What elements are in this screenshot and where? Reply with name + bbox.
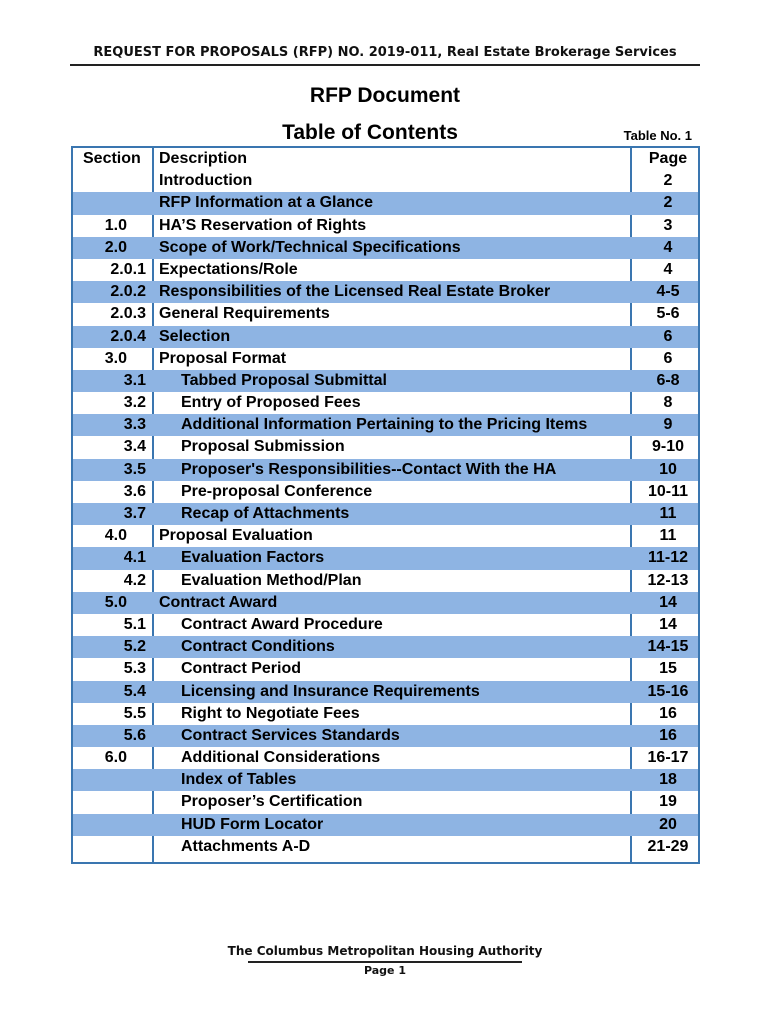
row-description: Responsibilities of the Licensed Real Estate Broker	[159, 283, 551, 301]
row-description: Tabbed Proposal Submittal	[181, 371, 387, 389]
toc-row	[73, 215, 698, 237]
row-page: 15-16	[647, 682, 689, 700]
row-section-number: 3.5	[123, 460, 146, 478]
row-page: 6	[663, 349, 673, 367]
row-page: 16	[659, 726, 677, 744]
toc-row	[73, 503, 698, 525]
toc-row	[73, 392, 698, 414]
toc-row	[73, 592, 698, 614]
row-page: 11-12	[647, 549, 689, 567]
row-description: General Requirements	[159, 305, 330, 323]
row-description: Additional Information Pertaining to the Pricing Items	[181, 416, 588, 434]
toc-row	[73, 414, 698, 436]
toc-row	[73, 281, 698, 303]
row-page: 16-17	[647, 749, 689, 767]
row-section-number: 5.3	[123, 660, 146, 678]
row-page: 11	[659, 527, 677, 545]
row-description: Proposer's Responsibilities--Contact With the HA	[181, 460, 557, 478]
row-description: Entry of Proposed Fees	[181, 394, 361, 412]
row-description: RFP Information at a Glance	[159, 194, 373, 212]
row-page: 15	[659, 660, 677, 678]
row-section-number: 3.7	[123, 505, 146, 522]
row-page: 3	[663, 216, 673, 234]
row-description: Introduction	[159, 172, 253, 190]
toc-rows	[73, 148, 698, 858]
toc-row	[73, 614, 698, 636]
toc-row	[73, 836, 698, 858]
row-description: Additional Considerations	[181, 749, 381, 767]
toc-row	[73, 459, 698, 481]
toc-row	[73, 525, 698, 547]
row-page: 20	[659, 815, 677, 833]
row-page: 10-11	[647, 482, 689, 500]
row-description: HUD Form Locator	[181, 815, 324, 833]
toc-row	[73, 237, 698, 259]
row-description: Contract Services Standards	[181, 726, 400, 744]
row-section-number: 3.3	[123, 416, 146, 434]
row-page: 12-13	[647, 571, 689, 589]
page-header: REQUEST FOR PROPOSALS (RFP) NO. 2019-011, Real Estate Brokerage Services	[93, 45, 677, 60]
toc-row	[73, 170, 698, 192]
toc-row	[73, 658, 698, 680]
row-description: Contract Conditions	[181, 638, 335, 656]
toc-row	[73, 636, 698, 658]
table-number: Table No. 1	[623, 128, 692, 143]
toc-row	[73, 791, 698, 813]
row-page: 14	[659, 593, 677, 611]
row-page: 5-6	[656, 305, 680, 323]
footer-rule	[248, 961, 522, 963]
document-title: RFP Document	[309, 84, 461, 107]
header-rule	[70, 64, 700, 66]
row-section-number: 2.0	[104, 238, 127, 256]
toc-row	[73, 681, 698, 703]
row-section-number: 2.0.4	[110, 327, 146, 345]
row-section-number: 5.6	[123, 726, 146, 744]
row-page: 4	[663, 260, 673, 278]
row-page: 4	[663, 238, 673, 256]
row-description: Expectations/Role	[159, 260, 298, 278]
row-section-number: 3.1	[123, 371, 146, 389]
row-description: Right to Negotiate Fees	[181, 704, 360, 722]
row-description: Contract Award	[159, 593, 278, 611]
row-page: 14-15	[647, 638, 689, 656]
row-section-number: 2.0.3	[110, 305, 146, 323]
row-section-number: 2.0.1	[110, 260, 146, 278]
row-page: 8	[663, 394, 673, 412]
row-page: 9	[663, 416, 673, 434]
toc-row	[73, 703, 698, 725]
row-page: 14	[659, 615, 677, 633]
toc-row	[73, 570, 698, 592]
row-description: Proposer’s Certification	[181, 793, 363, 811]
toc-row	[73, 348, 698, 370]
toc-title: Table of Contents	[282, 121, 458, 144]
toc-table	[71, 146, 700, 864]
toc-row	[73, 481, 698, 503]
section-column-header: Section	[83, 150, 141, 167]
toc-row	[73, 436, 698, 458]
row-description: Index of Tables	[181, 771, 297, 789]
table-header-row	[73, 148, 698, 170]
row-page: 21-29	[647, 837, 689, 855]
toc-row	[73, 303, 698, 325]
row-section-number: 5.4	[123, 682, 146, 700]
footer-organization: The Columbus Metropolitan Housing Authority	[227, 944, 543, 958]
description-column-header: Description	[159, 150, 248, 167]
page-column-header: Page	[648, 150, 688, 167]
row-page: 11	[659, 505, 677, 522]
toc-row	[73, 547, 698, 569]
row-page: 16	[659, 704, 677, 722]
toc-row	[73, 814, 698, 836]
row-page: 6-8	[656, 371, 680, 389]
row-page: 19	[659, 793, 677, 811]
row-page: 6	[663, 327, 673, 345]
row-page: 2	[663, 172, 673, 190]
row-section-number: 4.0	[104, 527, 127, 545]
toc-row	[73, 725, 698, 747]
row-page: 4-5	[656, 283, 680, 301]
row-section-number: 3.6	[123, 482, 146, 500]
row-description: Pre-proposal Conference	[181, 482, 373, 500]
row-description: Licensing and Insurance Requirements	[181, 682, 480, 700]
toc-row	[73, 192, 698, 214]
toc-row	[73, 747, 698, 769]
page-number: Page 1	[363, 964, 406, 977]
row-section-number: 6.0	[104, 749, 127, 767]
row-section-number: 1.0	[104, 216, 127, 234]
row-section-number: 3.4	[123, 438, 146, 456]
row-section-number: 4.2	[123, 571, 146, 589]
row-page: 2	[663, 194, 673, 212]
row-description: Proposal Submission	[181, 438, 345, 456]
row-description: Contract Award Procedure	[181, 615, 383, 633]
row-section-number: 5.0	[104, 593, 127, 611]
row-description: Evaluation Factors	[181, 549, 325, 567]
row-description: HA’S Reservation of Rights	[159, 216, 367, 234]
row-description: Attachments A-D	[181, 837, 311, 855]
toc-row	[73, 259, 698, 281]
row-page: 10	[659, 460, 677, 478]
toc-row	[73, 769, 698, 791]
row-section-number: 3.2	[123, 394, 146, 412]
row-section-number: 2.0.2	[110, 283, 146, 301]
row-description: Contract Period	[181, 660, 302, 678]
row-page: 18	[659, 771, 677, 789]
toc-row	[73, 370, 698, 392]
row-section-number: 5.1	[123, 615, 146, 633]
row-section-number: 3.0	[104, 349, 127, 367]
row-page: 9-10	[651, 438, 685, 456]
row-description: Recap of Attachments	[181, 505, 350, 522]
row-description: Selection	[159, 327, 231, 345]
row-section-number: 4.1	[123, 549, 146, 567]
row-description: Proposal Evaluation	[159, 527, 313, 545]
row-description: Scope of Work/Technical Specifications	[159, 238, 461, 256]
row-description: Evaluation Method/Plan	[181, 571, 362, 589]
row-section-number: 5.2	[123, 638, 146, 656]
row-section-number: 5.5	[123, 704, 146, 722]
toc-row	[73, 326, 698, 348]
row-description: Proposal Format	[159, 349, 287, 367]
